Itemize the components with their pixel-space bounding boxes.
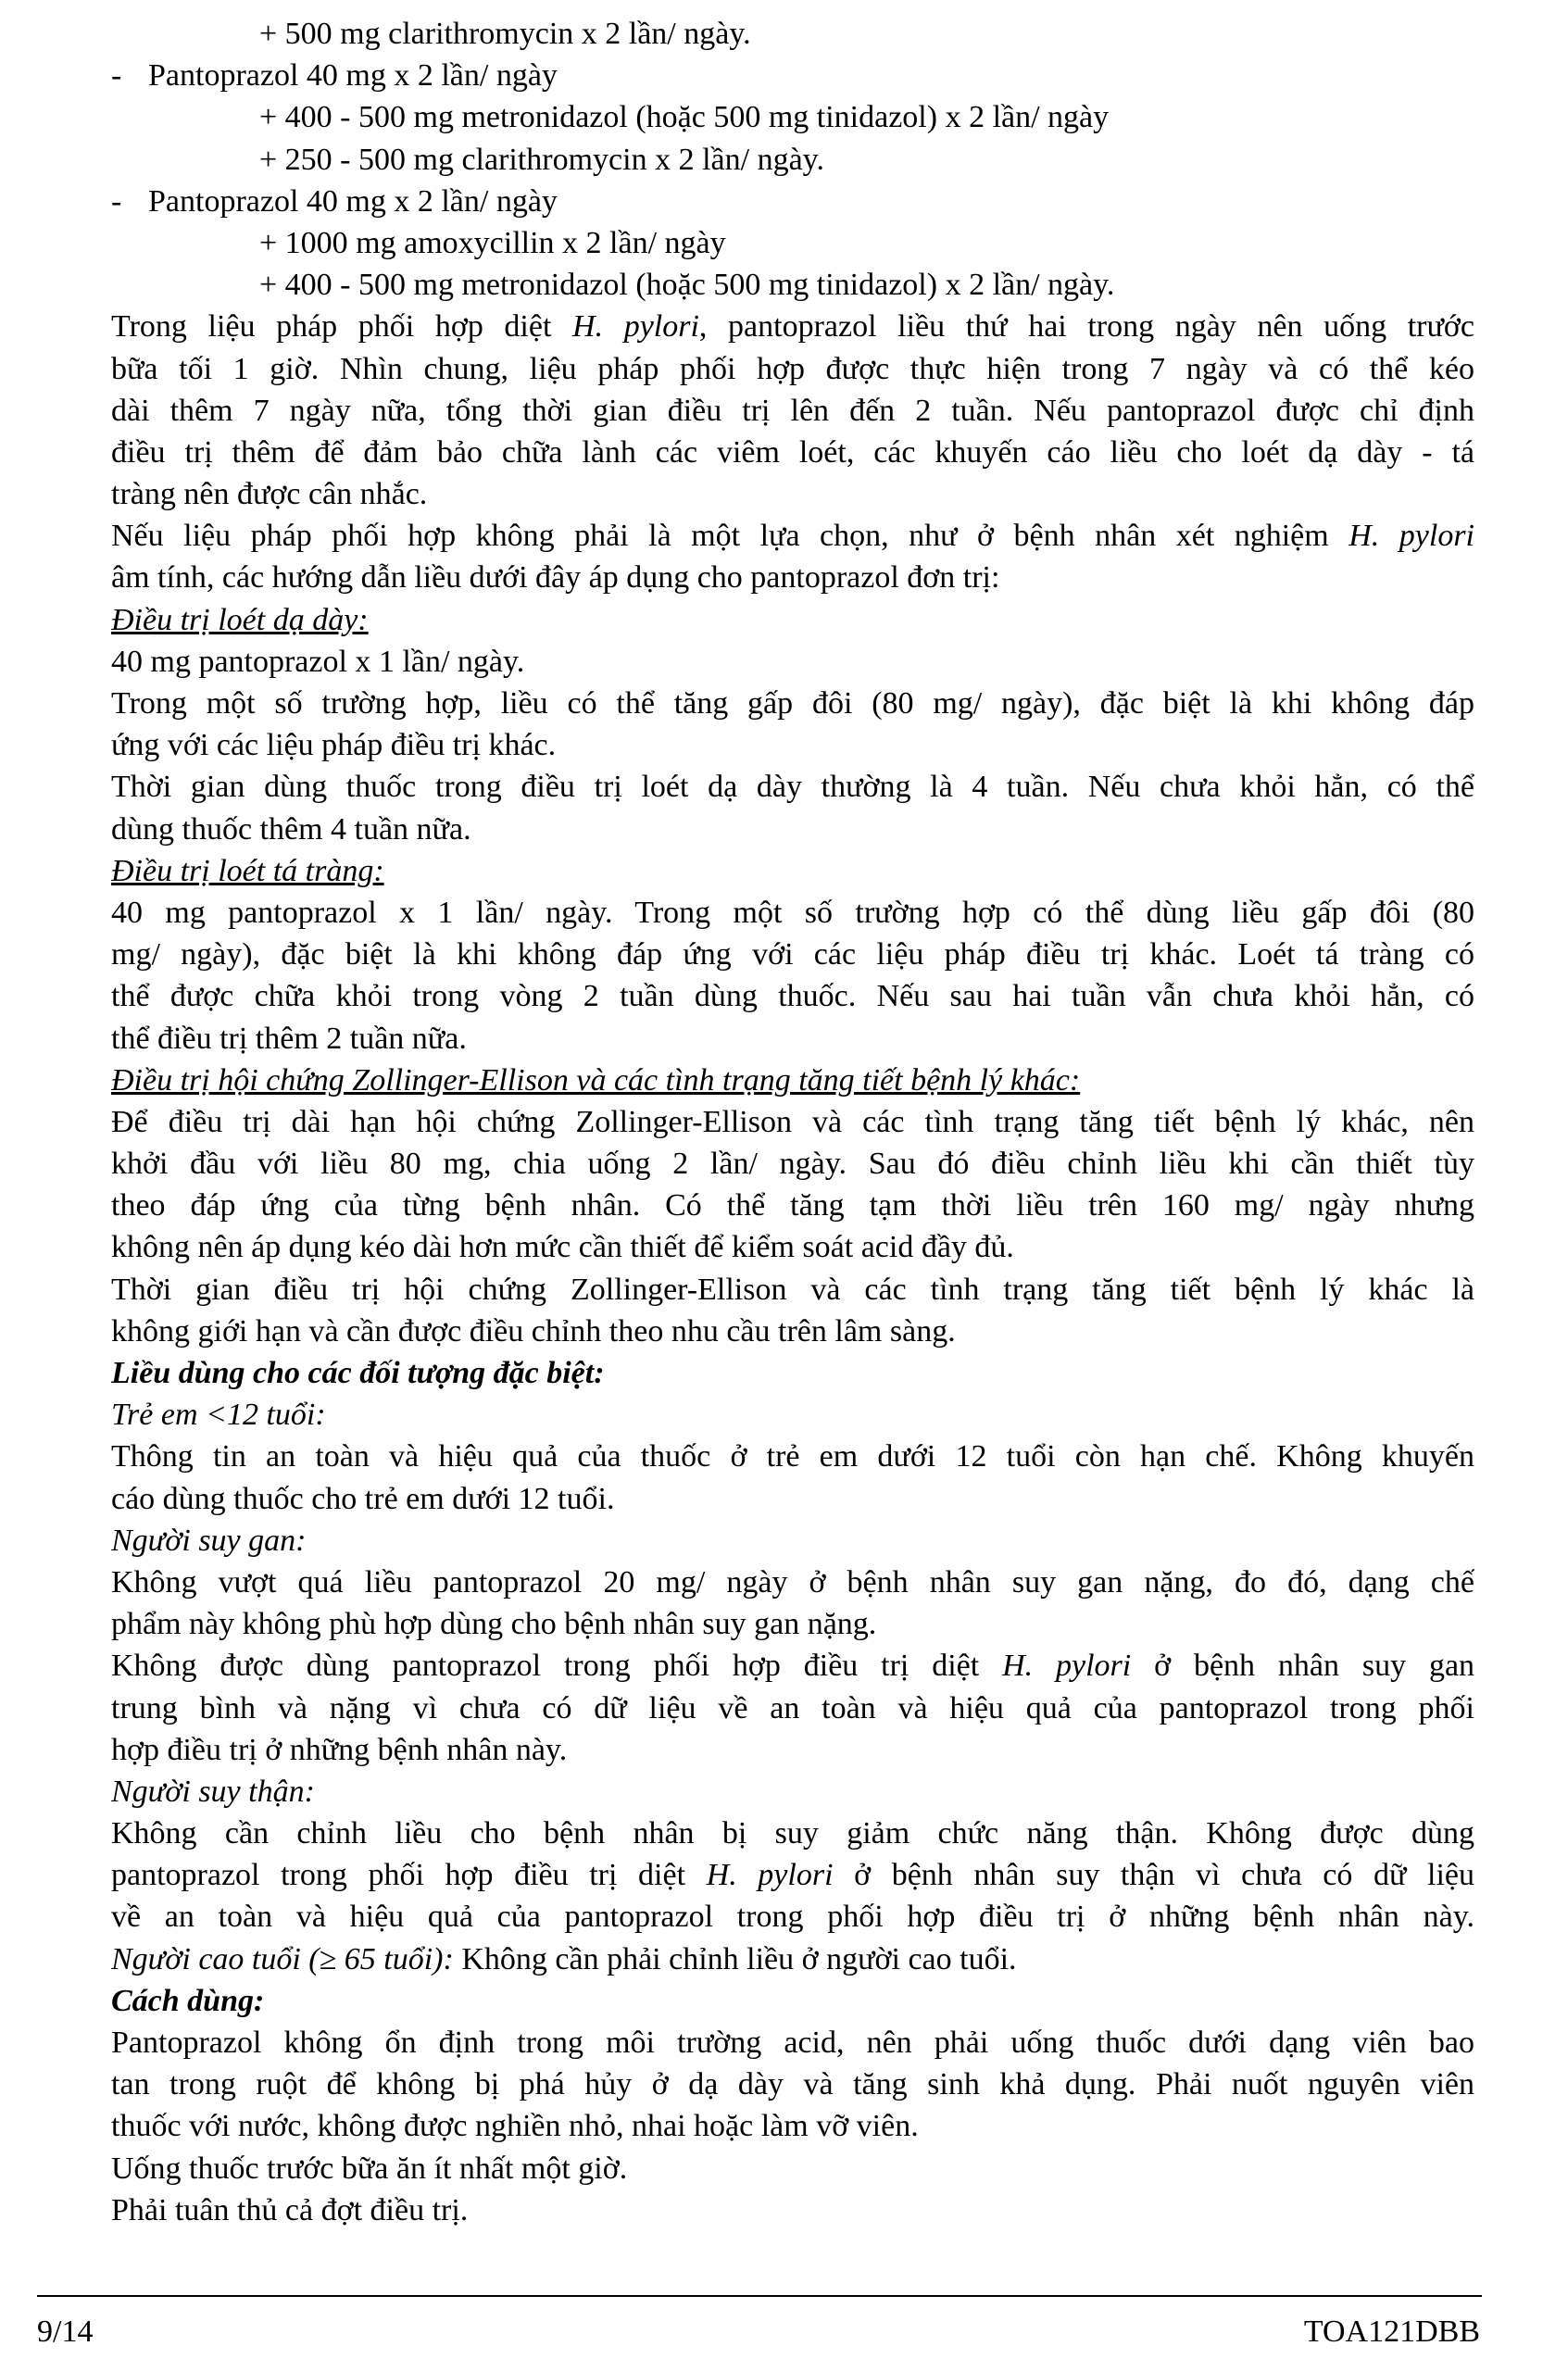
text-span: tràng nên được cân nhắc. <box>111 477 428 512</box>
text-span: Điều trị hội chứng Zollinger-Ellison và các tình trạng tăng tiết bệnh lý khác: <box>111 1062 1081 1098</box>
list-item <box>111 55 1474 96</box>
subsection-heading <box>111 1520 1474 1562</box>
text-span: dài thêm 7 ngày nữa, tổng thời gian điều trị lên đến 2 tuần. Nếu pantoprazol được chỉ định <box>111 393 1474 428</box>
page-number: 9/14 <box>37 2315 94 2349</box>
text-span: khởi đầu với liều 80 mg, chia uống 2 lần/ ngày. Sau đó điều chỉnh liều khi cần thiết tùy <box>111 1147 1474 1182</box>
text-span: Người suy gan: <box>111 1523 307 1558</box>
text-span: không nên áp dụng kéo dài hơn mức cần thiết để kiểm soát acid đầy đủ. <box>111 1230 1014 1265</box>
text-line <box>111 766 1474 808</box>
text-span: Trong liệu pháp phối hợp diệt <box>111 309 552 345</box>
text-span: Điều trị loét dạ dày: <box>111 602 369 637</box>
text-line <box>111 809 1474 850</box>
text-span: Trẻ em <12 tuổi: <box>111 1398 326 1433</box>
text-line <box>111 1436 1474 1477</box>
text-line <box>111 641 1474 683</box>
text-span: Thời gian điều trị hội chứng Zollinger-Ellison và các tình trạng tăng tiết bệnh lý khác là <box>111 1272 1474 1307</box>
text-line <box>111 934 1474 975</box>
text-span: ở bệnh nhân suy thận vì chưa có dữ liệu <box>854 1858 1474 1893</box>
document-body <box>111 13 1474 2231</box>
text-line <box>111 2022 1474 2064</box>
text-line <box>111 222 1474 264</box>
text-line <box>111 1311 1474 1352</box>
text-line <box>111 2148 1474 2189</box>
text-span: Trong một số trường hợp, liều có thể tăng gấp đôi (80 mg/ ngày), đặc biệt là khi không đáp <box>111 686 1474 721</box>
text-span: không giới hạn và cần được điều chỉnh theo nhu cầu trên lâm sàng. <box>111 1313 956 1349</box>
text-span: thể điều trị thêm 2 tuần nữa. <box>111 1021 467 1056</box>
text-span: dùng thuốc thêm 4 tuần nữa. <box>111 811 471 847</box>
text-span: 40 mg pantoprazol x 1 lần/ ngày. <box>111 644 525 679</box>
text-line <box>111 975 1474 1017</box>
text-line <box>111 2064 1474 2105</box>
text-span: , pantoprazol liều thứ hai trong ngày nên uống trước <box>698 309 1474 345</box>
section-heading <box>111 1980 1474 2022</box>
text-span: + 400 - 500 mg metronidazol (hoặc 500 mg tinidazol) x 2 lần/ ngày. <box>259 268 1115 303</box>
text-span: Pantoprazol 40 mg x 2 lần/ ngày <box>148 183 558 219</box>
text-line <box>111 390 1474 432</box>
text-line <box>111 1101 1474 1143</box>
text-line <box>111 2105 1474 2147</box>
list-item <box>111 181 1474 222</box>
text-span: hợp điều trị ở những bệnh nhân này. <box>111 1732 568 1767</box>
text-span: Điều trị loét tá tràng: <box>111 853 384 888</box>
text-span: về an toàn và hiệu quả của pantoprazol trong phối hợp điều trị ở những bệnh nhân này. <box>111 1900 1474 1935</box>
text-line <box>111 2189 1474 2231</box>
section-heading <box>111 1060 1474 1101</box>
text-span: ứng với các liệu pháp điều trị khác. <box>111 728 557 763</box>
section-heading <box>111 1352 1474 1394</box>
text-line <box>111 724 1474 766</box>
text-line <box>111 515 1474 557</box>
text-span: theo đáp ứng của từng bệnh nhân. Có thể tăng tạm thời liều trên 160 mg/ ngày nhưng <box>111 1188 1474 1223</box>
text-span: 40 mg pantoprazol x 1 lần/ ngày. Trong một số trường hợp có thể dùng liều gấp đôi (80 <box>111 895 1474 930</box>
text-line <box>111 1938 1474 1980</box>
text-span: pantoprazol trong phối hợp điều trị diệt <box>111 1858 686 1893</box>
text-line <box>111 432 1474 473</box>
italic-term: H. pylori <box>1002 1649 1132 1684</box>
text-line <box>111 348 1474 390</box>
text-line <box>111 1603 1474 1645</box>
text-line <box>111 1645 1474 1687</box>
text-line <box>111 557 1474 598</box>
text-span: Liều dùng cho các đối tượng đặc biệt: <box>111 1356 605 1390</box>
text-span: Thông tin an toàn và hiệu quả của thuốc ở trẻ em dưới 12 tuổi còn hạn chế. Không khuyến <box>111 1439 1474 1474</box>
list-dash: - <box>111 183 122 219</box>
text-line <box>111 306 1474 347</box>
text-span: thuốc với nước, không được nghiền nhỏ, nhai hoặc làm vỡ viên. <box>111 2109 919 2144</box>
text-line <box>111 1185 1474 1226</box>
text-span: + 400 - 500 mg metronidazol (hoặc 500 mg tinidazol) x 2 lần/ ngày <box>259 100 1110 135</box>
subsection-heading <box>111 1771 1474 1813</box>
text-line <box>111 13 1474 55</box>
text-line <box>111 1687 1474 1729</box>
text-span: Không vượt quá liều pantoprazol 20 mg/ ngày ở bệnh nhân suy gan nặng, đo đó, dạng chế <box>111 1564 1474 1599</box>
text-line <box>111 1562 1474 1603</box>
text-span: Nếu liệu pháp phối hợp không phải là một lựa chọn, như ở bệnh nhân xét nghiệm <box>111 519 1329 554</box>
list-dash: - <box>111 58 122 94</box>
section-heading <box>111 850 1474 892</box>
section-heading <box>111 599 1474 641</box>
italic-term: H. pylori <box>1348 519 1474 554</box>
text-line <box>111 473 1474 515</box>
text-line <box>111 1143 1474 1185</box>
text-span: Pantoprazol không ổn định trong môi trường acid, nên phải uống thuốc dưới dạng viên bao <box>111 2026 1474 2060</box>
subsection-heading: Người cao tuổi (≥ 65 tuổi): <box>111 1941 454 1976</box>
text-span: trung bình và nặng vì chưa có dữ liệu về an toàn và hiệu quả của pantoprazol trong phối <box>111 1690 1474 1725</box>
text-span: tan trong ruột để không bị phá hủy ở dạ dày và tăng sinh khả dụng. Phải nuốt nguyên viên <box>111 2067 1474 2102</box>
text-span: + 500 mg clarithromycin x 2 lần/ ngày. <box>259 17 751 51</box>
text-line <box>111 1226 1474 1268</box>
text-span: Phải tuân thủ cả đợt điều trị. <box>111 2192 469 2227</box>
text-line <box>111 1478 1474 1520</box>
text-span: Không cần chỉnh liều cho bệnh nhân bị suy giảm chức năng thận. Không được dùng <box>111 1816 1474 1851</box>
text-line <box>111 1729 1474 1771</box>
document-code: TOA121DBB <box>1303 2315 1480 2349</box>
text-span: Cách dùng: <box>111 1983 265 2018</box>
text-span: Thời gian dùng thuốc trong điều trị loét dạ dày thường là 4 tuần. Nếu chưa khỏi hẳn, có thể <box>111 770 1474 805</box>
text-span: âm tính, các hướng dẫn liều dưới đây áp dụng cho pantoprazol đơn trị: <box>111 560 1000 596</box>
italic-term: H. pylori <box>572 309 699 345</box>
text-span: Để điều trị dài hạn hội chứng Zollinger-Ellison và các tình trạng tăng tiết bệnh lý khác, nên <box>111 1104 1474 1139</box>
text-span: cáo dùng thuốc cho trẻ em dưới 12 tuổi. <box>111 1481 615 1516</box>
text-line <box>111 1018 1474 1060</box>
text-span: Người suy thận: <box>111 1774 315 1809</box>
text-span: ở bệnh nhân suy gan <box>1154 1649 1474 1684</box>
text-span: mg/ ngày), đặc biệt là khi không đáp ứng với các liệu pháp điều trị khác. Loét tá tràng có <box>111 937 1474 972</box>
text-span: + 1000 mg amoxycillin x 2 lần/ ngày <box>259 225 726 260</box>
text-span: bữa tối 1 giờ. Nhìn chung, liệu pháp phối hợp được thực hiện trong 7 ngày và có thể kéo <box>111 351 1474 386</box>
text-span: + 250 - 500 mg clarithromycin x 2 lần/ ngày. <box>259 142 824 177</box>
text-span: Pantoprazol 40 mg x 2 lần/ ngày <box>148 58 558 94</box>
text-line <box>111 892 1474 934</box>
text-span: điều trị thêm để đảm bảo chữa lành các viêm loét, các khuyến cáo liều cho loét dạ dày - tá <box>111 434 1474 470</box>
text-span: thể được chữa khỏi trong vòng 2 tuần dùng thuốc. Nếu sau hai tuần vẫn chưa khỏi hẳn, có <box>111 979 1474 1014</box>
subsection-heading <box>111 1394 1474 1436</box>
text-span: phẩm này không phù hợp dùng cho bệnh nhân suy gan nặng. <box>111 1607 877 1642</box>
text-line <box>111 264 1474 306</box>
text-line <box>111 1813 1474 1854</box>
text-line <box>111 1854 1474 1896</box>
text-span: Không được dùng pantoprazol trong phối hợp điều trị diệt <box>111 1649 980 1684</box>
text-line <box>111 139 1474 181</box>
text-span: Không cần phải chỉnh liều ở người cao tuổi. <box>461 1941 1017 1976</box>
text-span: Uống thuốc trước bữa ăn ít nhất một giờ. <box>111 2151 628 2186</box>
text-line <box>111 1896 1474 1938</box>
text-line <box>111 96 1474 138</box>
text-line <box>111 1269 1474 1311</box>
text-line <box>111 683 1474 724</box>
footer-divider <box>37 2295 1482 2297</box>
italic-term: H. pylori <box>706 1858 834 1893</box>
